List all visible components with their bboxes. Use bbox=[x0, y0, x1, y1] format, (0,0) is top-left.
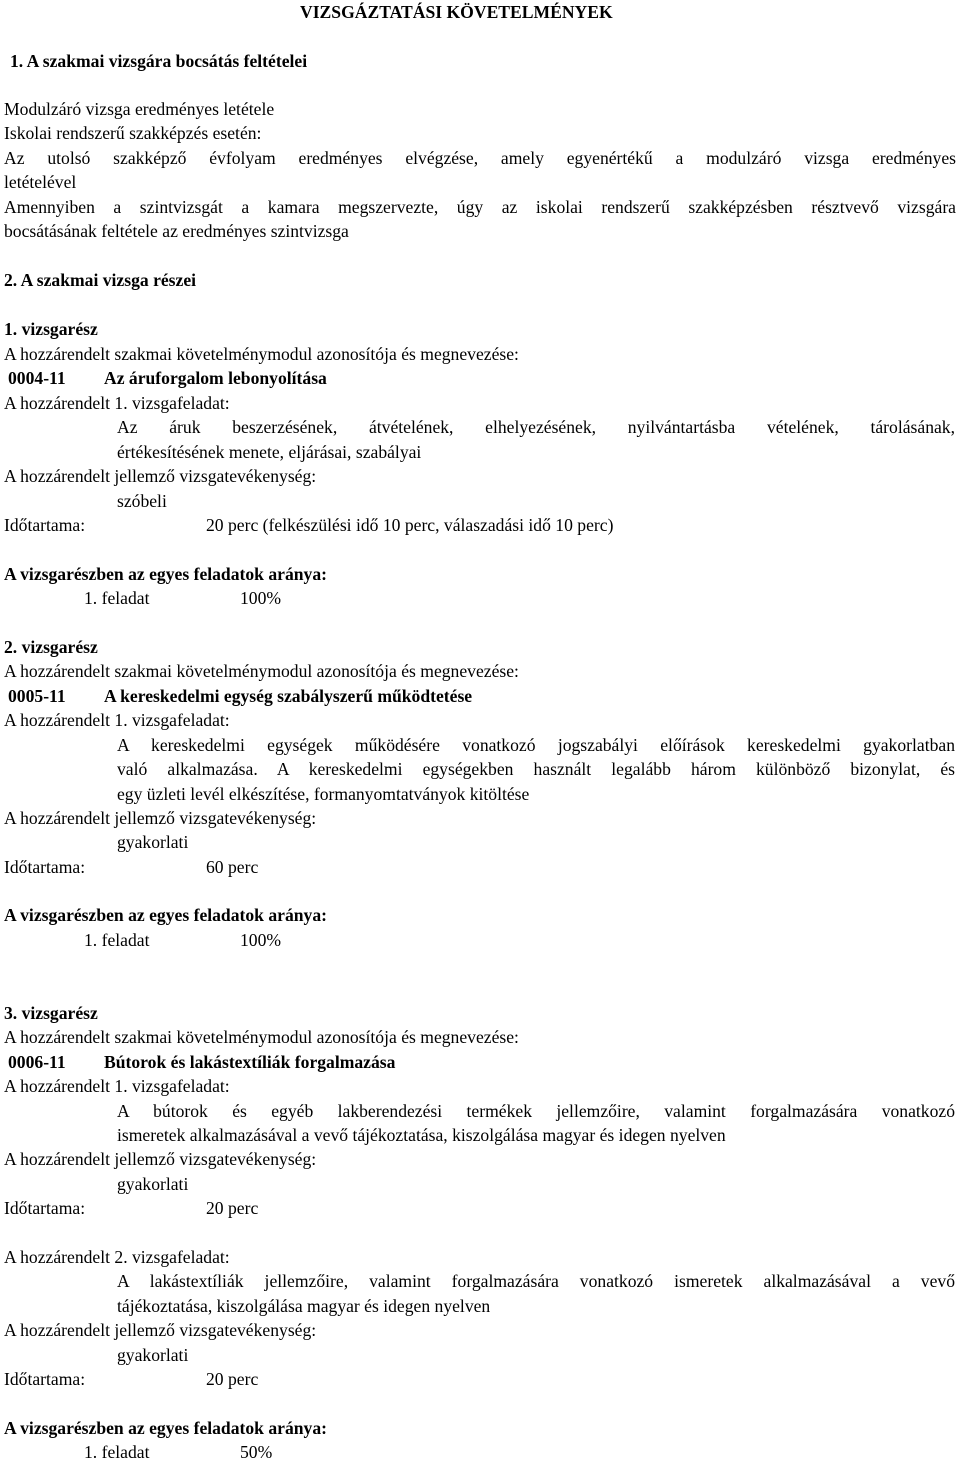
duration-value: 60 perc bbox=[206, 857, 259, 877]
activity-label: A hozzárendelt jellemző vizsgatevékenység: bbox=[4, 808, 317, 828]
activity-label: A hozzárendelt jellemző vizsgatevékenység: bbox=[4, 1149, 317, 1169]
task-description-line: A kereskedelmi egységek működésére vonatkozó jogszabályi előírások kereskedelmi gyakorlatban bbox=[117, 735, 955, 755]
task-description-line: való alkalmazása. A kereskedelmi egységekben használt legalább három különböző bizonylat, és bbox=[117, 759, 955, 779]
duration-value: 20 perc (felkészülési idő 10 perc, válaszadási idő 10 perc) bbox=[206, 515, 614, 535]
task-description-line: A bútorok és egyéb lakberendezési termékek jellemzőire, valamint forgalmazására vonatkozó bbox=[117, 1101, 955, 1121]
section-1-line: bocsátásának feltétele az eredményes szintvizsga bbox=[4, 221, 349, 241]
duration-label: Időtartama: bbox=[4, 857, 86, 877]
task-description-line: ismeretek alkalmazásával a vevő tájékoztatása, kiszolgálása magyar és idegen nyelven bbox=[117, 1125, 726, 1145]
section-1-line: Amennyiben a szintvizsgát a kamara megszervezte, úgy az iskolai rendszerű szakképzésben résztvevő vizsgára bbox=[4, 197, 956, 217]
duration-label: Időtartama: bbox=[4, 1369, 86, 1389]
section-1-line: Modulzáró vizsga eredményes letétele bbox=[4, 99, 275, 119]
activity-label: A hozzárendelt jellemző vizsgatevékenység: bbox=[4, 1320, 317, 1340]
duration-value: 20 perc bbox=[206, 1369, 259, 1389]
document-title: VIZSGÁZTATÁSI KÖVETELMÉNYEK bbox=[300, 2, 613, 22]
duration-value: 20 perc bbox=[206, 1198, 259, 1218]
task-label: A hozzárendelt 1. vizsgafeladat: bbox=[4, 1076, 230, 1096]
section-1-heading: 1. A szakmai vizsgára bocsátás feltételei bbox=[10, 51, 308, 71]
module-intro-label: A hozzárendelt szakmai követelménymodul azonosítója és megnevezése: bbox=[4, 661, 519, 681]
module-intro-label: A hozzárendelt szakmai követelménymodul azonosítója és megnevezése: bbox=[4, 1027, 519, 1047]
section-1-line: letételével bbox=[4, 172, 77, 192]
section-2-heading: 2. A szakmai vizsga részei bbox=[4, 270, 197, 290]
task-description-line: A lakástextíliák jellemzőire, valamint forgalmazására vonatkozó ismeretek alkalmazásával a vevő bbox=[117, 1271, 955, 1291]
task-description-line: tájékoztatása, kiszolgálása magyar és idegen nyelven bbox=[117, 1296, 491, 1316]
ratio-label: A vizsgarészben az egyes feladatok aránya: bbox=[4, 564, 327, 584]
module-name: Az áruforgalom lebonyolítása bbox=[104, 368, 327, 388]
ratio-value: 100% bbox=[240, 588, 282, 608]
section-1-line: Az utolsó szakképző évfolyam eredményes elvégzése, amely egyenértékű a modulzáró vizsga eredményes bbox=[4, 148, 956, 168]
module-code: 0004-11 bbox=[8, 368, 66, 388]
ratio-task: 1. feladat bbox=[84, 588, 150, 608]
task-label: A hozzárendelt 1. vizsgafeladat: bbox=[4, 710, 230, 730]
task-label: A hozzárendelt 1. vizsgafeladat: bbox=[4, 393, 230, 413]
task-label: A hozzárendelt 2. vizsgafeladat: bbox=[4, 1247, 230, 1267]
ratio-value: 50% bbox=[240, 1442, 273, 1462]
part-1-title: 1. vizsgarész bbox=[4, 319, 98, 339]
ratio-value: 100% bbox=[240, 930, 282, 950]
module-name: Bútorok és lakástextíliák forgalmazása bbox=[104, 1052, 396, 1072]
module-code: 0006-11 bbox=[8, 1052, 66, 1072]
ratio-label: A vizsgarészben az egyes feladatok aránya: bbox=[4, 905, 327, 925]
task-description-line: értékesítésének menete, eljárásai, szabályai bbox=[117, 442, 422, 462]
activity-label: A hozzárendelt jellemző vizsgatevékenység: bbox=[4, 466, 317, 486]
ratio-label: A vizsgarészben az egyes feladatok aránya: bbox=[4, 1418, 327, 1438]
activity-value: gyakorlati bbox=[117, 1174, 189, 1194]
activity-value: szóbeli bbox=[117, 491, 167, 511]
module-code: 0005-11 bbox=[8, 686, 66, 706]
task-description-line: egy üzleti levél elkészítése, formanyomtatványok kitöltése bbox=[117, 784, 530, 804]
section-1-line: Iskolai rendszerű szakképzés esetén: bbox=[4, 123, 262, 143]
part-3-title: 3. vizsgarész bbox=[4, 1003, 98, 1023]
duration-label: Időtartama: bbox=[4, 1198, 86, 1218]
part-2-title: 2. vizsgarész bbox=[4, 637, 98, 657]
activity-value: gyakorlati bbox=[117, 832, 189, 852]
module-name: A kereskedelmi egység szabályszerű működtetése bbox=[104, 686, 473, 706]
task-description-line: Az áruk beszerzésének, átvételének, elhelyezésének, nyilvántartásba vételének, tárolásának, bbox=[117, 417, 955, 437]
module-intro-label: A hozzárendelt szakmai követelménymodul azonosítója és megnevezése: bbox=[4, 344, 519, 364]
activity-value: gyakorlati bbox=[117, 1345, 189, 1365]
ratio-task: 1. feladat bbox=[84, 1442, 150, 1462]
ratio-task: 1. feladat bbox=[84, 930, 150, 950]
duration-label: Időtartama: bbox=[4, 515, 86, 535]
